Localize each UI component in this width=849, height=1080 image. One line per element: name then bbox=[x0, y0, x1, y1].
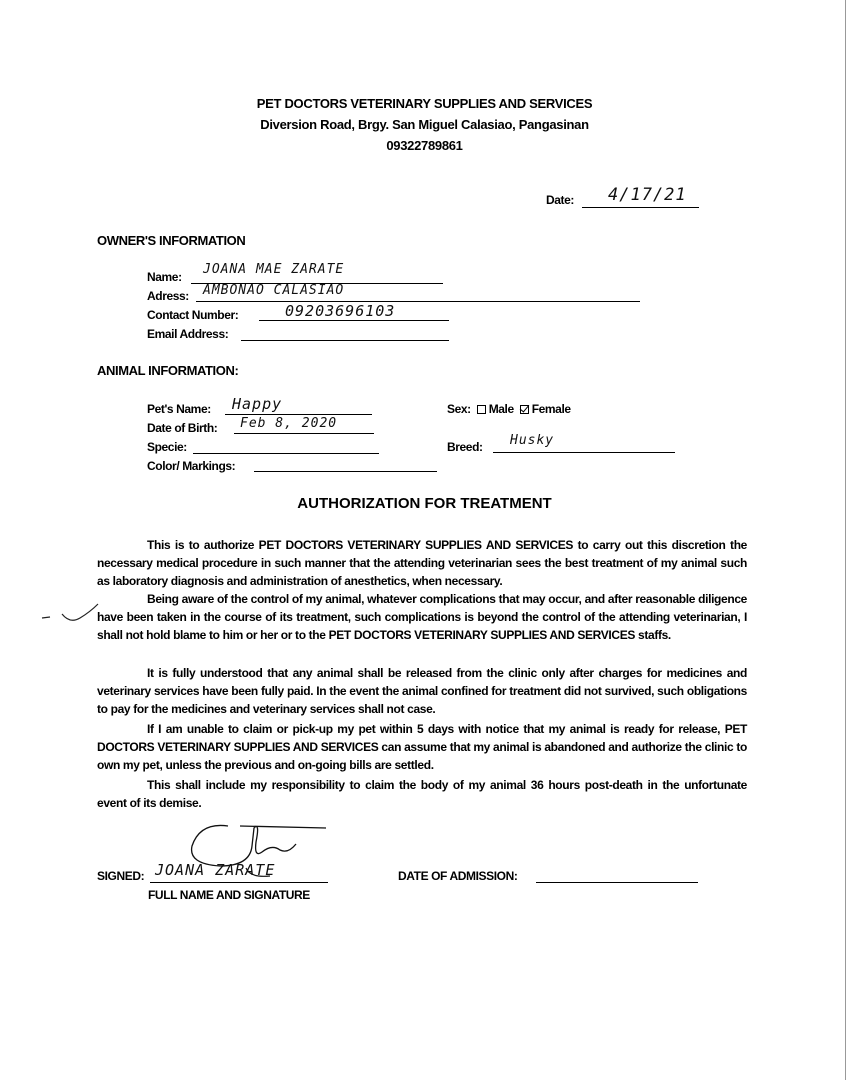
animal-section-title: ANIMAL INFORMATION: bbox=[97, 363, 239, 378]
signature-caption: FULL NAME AND SIGNATURE bbox=[148, 888, 310, 902]
sex-label-text: Sex: bbox=[447, 402, 471, 416]
breed-line bbox=[493, 452, 675, 453]
dob-label: Date of Birth: bbox=[147, 421, 218, 435]
female-option-label: Female bbox=[531, 402, 571, 416]
specie-line bbox=[193, 453, 379, 454]
owner-address-line bbox=[196, 301, 640, 302]
color-line bbox=[254, 471, 437, 472]
owner-email-line bbox=[241, 340, 449, 341]
authorization-paragraph-4: If I am unable to claim or pick-up my pet within 5 days with notice that my animal is ready for release, PET DOCTORS VETERINARY SUPPLIES AND SERVICES can assume that my animal is abandoned and authorize the clinic to own my pet, unless the previous and on-going bills are settled. bbox=[97, 722, 747, 772]
male-option-label: Male bbox=[488, 402, 514, 416]
authorization-title: AUTHORIZATION FOR TREATMENT bbox=[297, 495, 552, 512]
breed-label: Breed: bbox=[447, 440, 483, 454]
company-address: Diversion Road, Brgy. San Miguel Calasiao, Pangasinan bbox=[260, 117, 589, 132]
owner-name-value[interactable]: JOANA MAE ZARATE bbox=[203, 262, 345, 277]
authorization-paragraph-3: It is fully understood that any animal shall be released from the clinic only after charges for medicines and veterinary services have been fully paid. In the event the animal confined for treatment did not survived, such obligations to pay for the medicines and veterinary services shall not case. bbox=[97, 666, 747, 716]
female-checkbox[interactable] bbox=[520, 405, 529, 414]
owner-name-label: Name: bbox=[147, 270, 182, 284]
authorization-paragraph-2: Being aware of the control of my animal, whatever complications that may occur, and after reasonable diligence have been taken in the course of its treatment, such complications is beyond the control of the attending veterinarian, I shall not hold blame to him or her or to the PET DOCTORS VETERINARY SUPPLIES AND SERVICES staffs. bbox=[97, 592, 747, 642]
company-name: PET DOCTORS VETERINARY SUPPLIES AND SERVICES bbox=[256, 96, 593, 111]
admission-line bbox=[536, 882, 698, 883]
owner-contact-line bbox=[259, 320, 449, 321]
authorization-paragraph-1: This is to authorize PET DOCTORS VETERINARY SUPPLIES AND SERVICES to carry out this discretion the necessary medical procedure in such manner that the attending veterinarian sees the best treatment of my animal such as laboratory diagnosis and administration of anesthetics, when necessary. bbox=[97, 538, 747, 588]
owner-section-title: OWNER'S INFORMATION bbox=[97, 233, 246, 248]
owner-contact-value[interactable]: 09203696103 bbox=[285, 302, 396, 320]
company-phone: 09322789861 bbox=[386, 138, 463, 153]
pet-name-label: Pet's Name: bbox=[147, 402, 211, 416]
date-value[interactable]: 4/17/21 bbox=[608, 185, 687, 205]
pen-mark-icon bbox=[40, 600, 100, 630]
scan-edge-line bbox=[845, 0, 846, 1080]
authorization-paragraph-5: This shall include my responsibility to claim the body of my animal 36 hours post-death in the unfortunate event of its demise. bbox=[97, 778, 747, 810]
signed-line bbox=[150, 882, 328, 883]
dob-line bbox=[234, 433, 374, 434]
specie-label: Specie: bbox=[147, 440, 187, 454]
owner-email-label: Email Address: bbox=[147, 327, 229, 341]
date-line bbox=[582, 207, 699, 208]
owner-address-value[interactable]: AMBONAO CALASIAO bbox=[203, 283, 345, 298]
color-label: Color/ Markings: bbox=[147, 459, 236, 473]
breed-value[interactable]: Husky bbox=[510, 433, 555, 448]
sex-label bbox=[447, 402, 571, 416]
pet-name-value[interactable]: Happy bbox=[232, 395, 283, 413]
pet-name-line bbox=[225, 414, 372, 415]
owner-address-label: Adress: bbox=[147, 289, 189, 303]
admission-label: DATE OF ADMISSION: bbox=[398, 869, 518, 883]
dob-value[interactable]: Feb 8, 2020 bbox=[240, 416, 338, 431]
owner-contact-label: Contact Number: bbox=[147, 308, 239, 322]
signed-value[interactable]: JOANA ZARATE bbox=[155, 861, 276, 879]
date-label: Date: bbox=[546, 193, 575, 207]
signed-label: SIGNED: bbox=[97, 869, 145, 883]
male-checkbox[interactable] bbox=[477, 405, 486, 414]
